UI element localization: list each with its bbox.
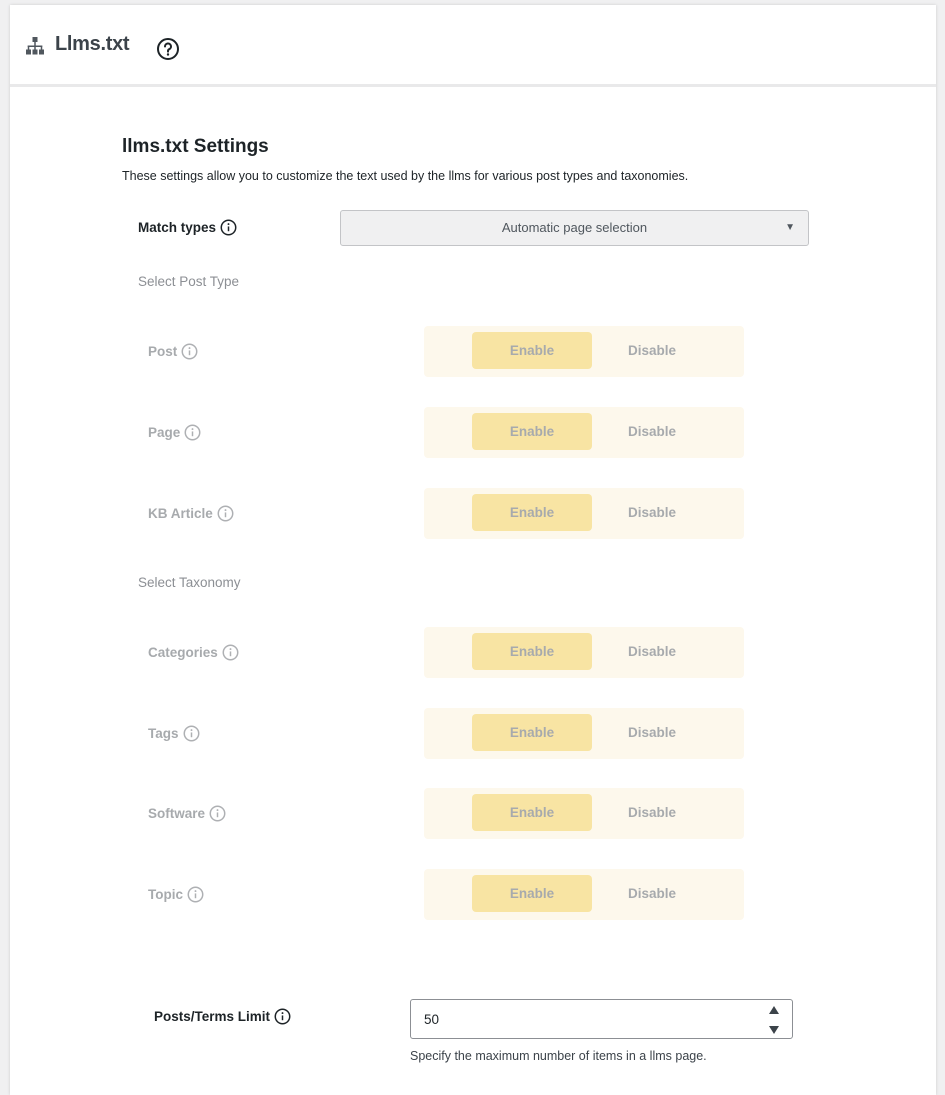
taxonomy-toggle-categories [424,627,744,678]
limit-number-input[interactable] [410,999,793,1039]
disable-button[interactable]: Disable [627,424,677,439]
spin-down-icon[interactable] [768,1025,780,1035]
disable-button[interactable]: Disable [627,644,677,659]
disable-button[interactable]: Disable [627,805,677,820]
match-types-label [138,219,237,236]
row-label-text: KB Article [148,506,213,521]
enable-button[interactable]: Enable [472,633,592,670]
row-label-text: Post [148,344,178,359]
sitemap-icon [25,36,45,56]
disable-button[interactable]: Disable [627,886,677,901]
post-type-row-kb-article-label [148,505,234,522]
enable-button[interactable]: Enable [472,494,592,531]
taxonomy-row-software-label [148,805,226,822]
row-label-text: Software [148,806,206,821]
match-types-label-text: Match types [138,220,217,235]
enable-button[interactable]: Enable [472,332,592,369]
taxonomy-toggle-topic [424,869,744,920]
post-type-row-post-label [148,343,198,360]
enable-button[interactable]: Enable [472,714,592,751]
page-title: Llms.txt [55,33,130,55]
chevron-down-icon: ▼ [785,222,795,233]
post-type-group-label: Select Post Type [138,274,240,289]
info-icon[interactable] [220,219,237,236]
info-icon[interactable] [181,343,198,360]
match-types-select[interactable] [340,210,809,246]
taxonomy-toggle-software [424,788,744,839]
limit-help-text: Specify the maximum number of items in a llms page. [410,1049,707,1063]
settings-panel [10,5,936,1095]
taxonomy-group-label: Select Taxonomy [138,575,241,590]
spin-up-icon[interactable] [768,1005,780,1015]
section-description: These settings allow you to customize the text used by the llms for various post types and taxonomies. [122,169,689,183]
section-title: llms.txt Settings [122,136,269,157]
info-icon[interactable] [217,505,234,522]
disable-button[interactable]: Disable [627,725,677,740]
info-icon[interactable] [184,424,201,441]
post-type-row-page-label [148,424,201,441]
post-type-toggle-page [424,407,744,458]
page-header [10,5,936,87]
info-icon[interactable] [209,805,226,822]
disable-button[interactable]: Disable [627,505,677,520]
match-types-selected: Automatic page selection [501,220,648,235]
help-icon[interactable] [156,37,180,61]
info-icon[interactable] [187,886,204,903]
info-icon[interactable] [222,644,239,661]
taxonomy-row-tags-label [148,725,200,742]
row-label-text: Topic [148,887,183,902]
taxonomy-row-topic-label [148,886,204,903]
limit-value: 50 [424,1012,440,1027]
row-label-text: Page [148,425,181,440]
enable-button[interactable]: Enable [472,794,592,831]
row-label-text: Tags [148,726,179,741]
taxonomy-toggle-tags [424,708,744,759]
limit-label [154,1008,291,1025]
enable-button[interactable]: Enable [472,413,592,450]
disable-button[interactable]: Disable [627,343,677,358]
post-type-toggle-post [424,326,744,377]
post-type-toggle-kb-article [424,488,744,539]
info-icon[interactable] [183,725,200,742]
info-icon[interactable] [274,1008,291,1025]
limit-label-text: Posts/Terms Limit [154,1009,271,1024]
row-label-text: Categories [148,645,218,660]
enable-button[interactable]: Enable [472,875,592,912]
taxonomy-row-categories-label [148,644,239,661]
